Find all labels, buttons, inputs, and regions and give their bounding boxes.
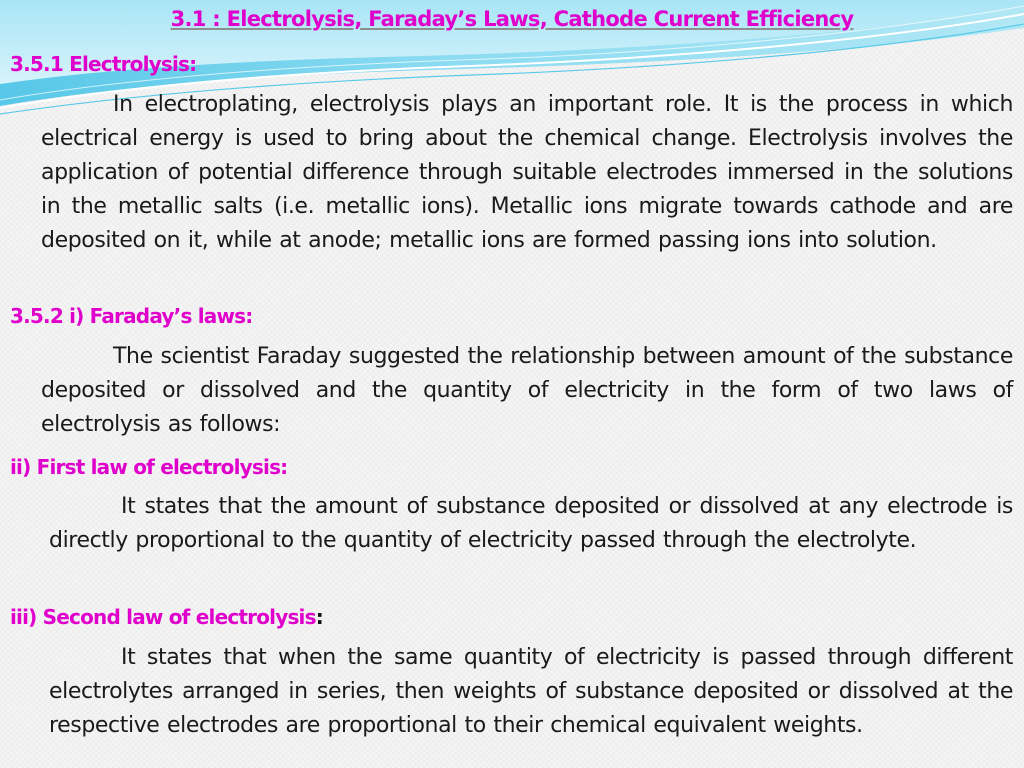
paragraph-first-law: It states that the amount of substance deposited or dissolved at any electrode is directly proportional to the quantity of electricity passed through the electrolyte. [49, 494, 1013, 553]
heading-first-law: ii) First law of electrolysis: [10, 455, 288, 479]
heading-second-law-colon: : [315, 605, 323, 629]
heading-electrolysis: 3.5.1 Electrolysis: [10, 52, 197, 76]
slide-title: 3.1 : Electrolysis, Faraday’s Laws, Cathode Current Efficiency [170, 7, 854, 31]
heading-second-law-text: iii) Second law of electrolysis [10, 605, 316, 629]
paragraph-faradays-laws: The scientist Faraday suggested the relationship between amount of the substance deposited or dissolved and the quantity of electricity in the form of two laws of electrolysis as follows: [41, 344, 1013, 437]
paragraph-electrolysis: In electroplating, electrolysis plays an important role. It is the process in which electrical energy is used to bring about the chemical change. Electrolysis involves the application of potential difference through suitable electrodes immersed in the solutions in the metallic salts (i.e. metallic ions). Metallic ions migrate towards cathode and are deposited on it, while at anode; metallic ions are formed passing ions into solution. [41, 92, 1013, 253]
paragraph-second-law: It states that when the same quantity of electricity is passed through different electrolytes arranged in series, then weights of substance deposited or dissolved at the respective electrodes are proportional to their chemical equivalent weights. [49, 645, 1013, 738]
heading-second-law [10, 605, 323, 629]
heading-faradays-laws: 3.5.2 i) Faraday’s laws: [10, 304, 253, 328]
